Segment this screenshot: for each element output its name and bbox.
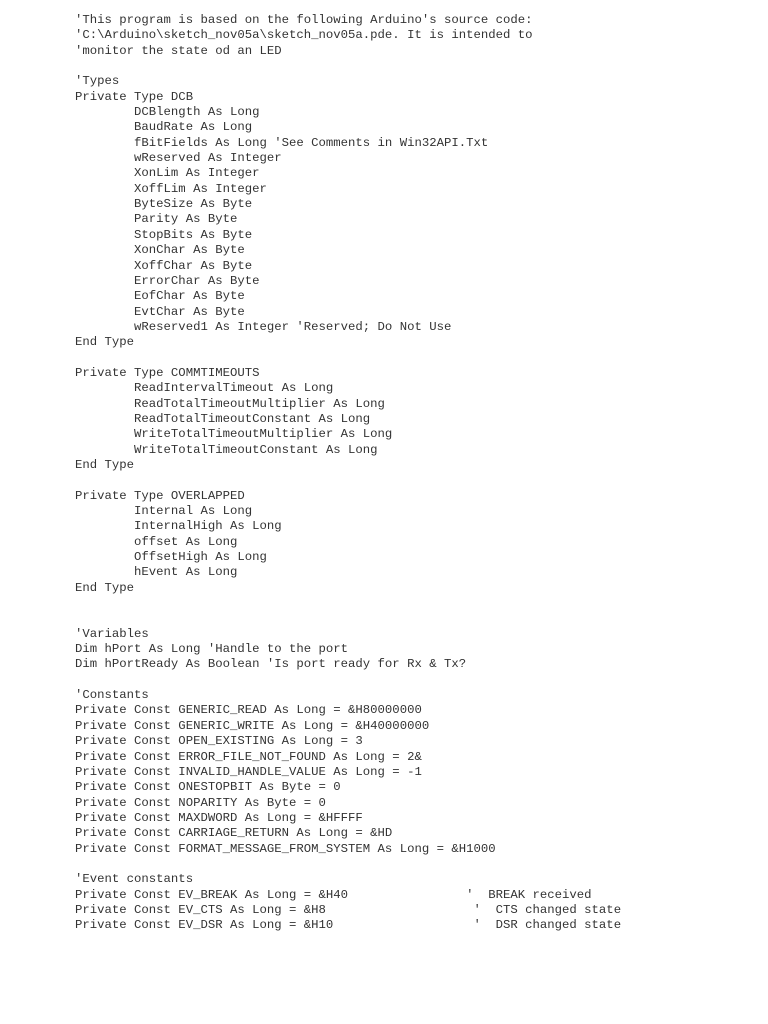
code-line: StopBits As Byte <box>75 227 253 242</box>
code-line: Private Const OPEN_EXISTING As Long = 3 <box>75 734 363 749</box>
code-line: ReadTotalTimeoutMultiplier As Long <box>75 396 385 411</box>
code-line: Private Const NOPARITY As Byte = 0 <box>75 795 326 810</box>
code-line: EofChar As Byte <box>75 289 245 304</box>
code-line: 'C:\Arduino\sketch_nov05a\sketch_nov05a.pde. It is intended to <box>75 28 533 43</box>
code-line: Private Const GENERIC_WRITE As Long = &H40000000 <box>75 718 430 733</box>
code-line <box>75 351 755 366</box>
code-line: Dim hPort As Long 'Handle to the port <box>75 642 349 657</box>
code-line: Private Const ONESTOPBIT As Byte = 0 <box>75 780 341 795</box>
code-line: Private Const FORMAT_MESSAGE_FROM_SYSTEM As Long = &H1000 <box>75 841 496 856</box>
code-line: 'Constants <box>75 688 149 703</box>
code-line: ErrorChar As Byte <box>75 273 260 288</box>
code-line: hEvent As Long <box>75 565 238 580</box>
code-line: Private Const INVALID_HANDLE_VALUE As Long = -1 <box>75 764 422 779</box>
code-line: Private Const EV_BREAK As Long = &H40 ' BREAK received <box>75 887 592 902</box>
code-line <box>75 59 755 74</box>
code-line: End Type <box>75 457 135 472</box>
code-line: XoffChar As Byte <box>75 258 253 273</box>
code-line: EvtChar As Byte <box>75 304 245 319</box>
code-line: ReadIntervalTimeout As Long <box>75 381 334 396</box>
code-line: 'Types <box>75 74 120 89</box>
code-line: XoffLim As Integer <box>75 181 267 196</box>
code-line: 'Variables <box>75 626 149 641</box>
code-line: fBitFields As Long 'See Comments in Win32API.Txt <box>75 135 489 150</box>
code-line <box>75 857 755 872</box>
code-line <box>75 611 755 626</box>
code-line: XonChar As Byte <box>75 243 245 258</box>
code-line: Private Type COMMTIMEOUTS <box>75 365 260 380</box>
code-line: wReserved1 As Integer 'Reserved; Do Not Use <box>75 319 452 334</box>
code-line: DCBlength As Long <box>75 105 260 120</box>
code-line: End Type <box>75 335 135 350</box>
code-line: offset As Long <box>75 534 238 549</box>
code-line: 'Event constants <box>75 872 194 887</box>
code-line: XonLim As Integer <box>75 166 260 181</box>
code-line: Private Const CARRIAGE_RETURN As Long = &HD <box>75 826 393 841</box>
code-line: wReserved As Integer <box>75 151 282 166</box>
code-line: Private Const EV_CTS As Long = &H8 ' CTS changed state <box>75 902 622 917</box>
code-document <box>75 13 755 934</box>
code-line <box>75 673 755 688</box>
code-line: BaudRate As Long <box>75 120 253 135</box>
code-line: Parity As Byte <box>75 212 238 227</box>
code-line: WriteTotalTimeoutMultiplier As Long <box>75 427 393 442</box>
code-line: Dim hPortReady As Boolean 'Is port ready for Rx & Tx? <box>75 657 467 672</box>
code-line: Internal As Long <box>75 504 253 518</box>
code-line: InternalHigh As Long <box>75 519 282 534</box>
code-line <box>75 473 755 488</box>
code-line: Private Const EV_DSR As Long = &H10 ' DSR changed state <box>75 918 622 933</box>
code-line: ReadTotalTimeoutConstant As Long <box>75 411 371 426</box>
code-line: Private Const MAXDWORD As Long = &HFFFF <box>75 810 363 825</box>
code-line: Private Const ERROR_FILE_NOT_FOUND As Long = 2& <box>75 749 422 764</box>
code-line: End Type <box>75 580 135 595</box>
code-line: Private Const GENERIC_READ As Long = &H80000000 <box>75 703 422 718</box>
code-line: OffsetHigh As Long <box>75 550 267 565</box>
code-line: ByteSize As Byte <box>75 197 253 212</box>
code-line <box>75 596 755 611</box>
code-line: 'monitor the state od an LED <box>75 43 282 58</box>
code-line: 'This program is based on the following Arduino's source code: <box>75 13 533 27</box>
code-line: Private Type DCB <box>75 89 194 104</box>
code-line: Private Type OVERLAPPED <box>75 488 245 503</box>
code-line: WriteTotalTimeoutConstant As Long <box>75 442 378 457</box>
